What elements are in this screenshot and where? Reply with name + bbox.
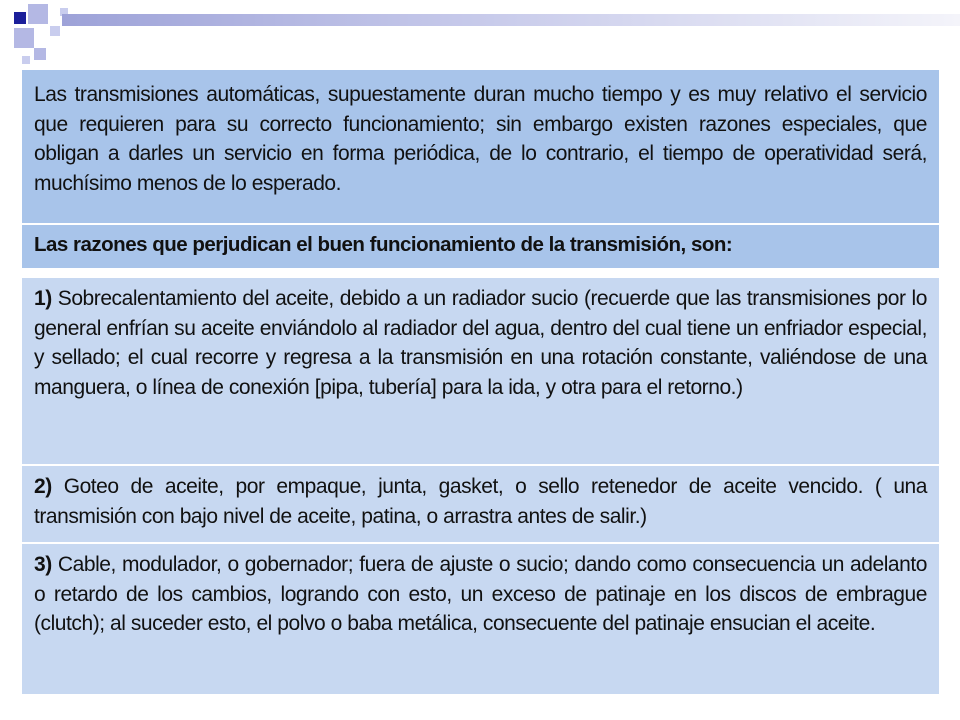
intro-box [22, 70, 939, 268]
decor-square [14, 28, 34, 48]
decor-square [34, 48, 46, 60]
reason-text: Sobrecalentamiento del aceite, debido a un radiador sucio (recuerde que las transmisiones por lo general enfrían su aceite enviándolo al radiador del agua, dentro del cual tiene un enfriador especial, y sellado; el cual recorre y regresa a la transmisión en una rotación constante, valiéndose de una manguera, o línea de conexión [pipa, tubería] para la ida, y otra para el retorno.) [34, 287, 927, 399]
divider [22, 223, 939, 225]
reason-text: Goteo de aceite, por empaque, junta, gasket, o sello retenedor de aceite vencido. ( una transmisión con bajo nivel de aceite, patina, o arrastra antes de salir.) [34, 475, 928, 528]
intro-paragraph: Las transmisiones automáticas, supuestamente duran mucho tiempo y es muy relativo el servicio que requieren para su correcto funcionamiento; sin embargo existen razones especiales, que obligan a darles un servicio en forma periódica, de lo contrario, el tiempo de operatividad será, muchísimo menos de lo esperado. [34, 83, 927, 195]
reason-item-3 [22, 544, 939, 694]
decor-square [28, 4, 48, 24]
reason-item-2 [22, 466, 939, 542]
header-gradient-bar [62, 14, 960, 26]
reason-number: 2) [34, 475, 52, 498]
decor-square [22, 56, 30, 64]
reason-number: 3) [34, 553, 52, 576]
reasons-heading: Las razones que perjudican el buen funcionamiento de la transmisión, son: [34, 233, 733, 256]
reason-text: Cable, modulador, o gobernador; fuera de ajuste o sucio; dando como consecuencia un adelanto o retardo de los cambios, logrando con esto, un exceso de patinaje en los discos de embrague (clutch); al suceder esto, el polvo o baba metálica, consecuente del patinaje ensucian el aceite. [34, 553, 928, 635]
decor-square [50, 26, 60, 36]
reason-number: 1) [34, 287, 52, 310]
reason-item-1 [22, 278, 939, 464]
decor-square-accent [14, 12, 26, 24]
